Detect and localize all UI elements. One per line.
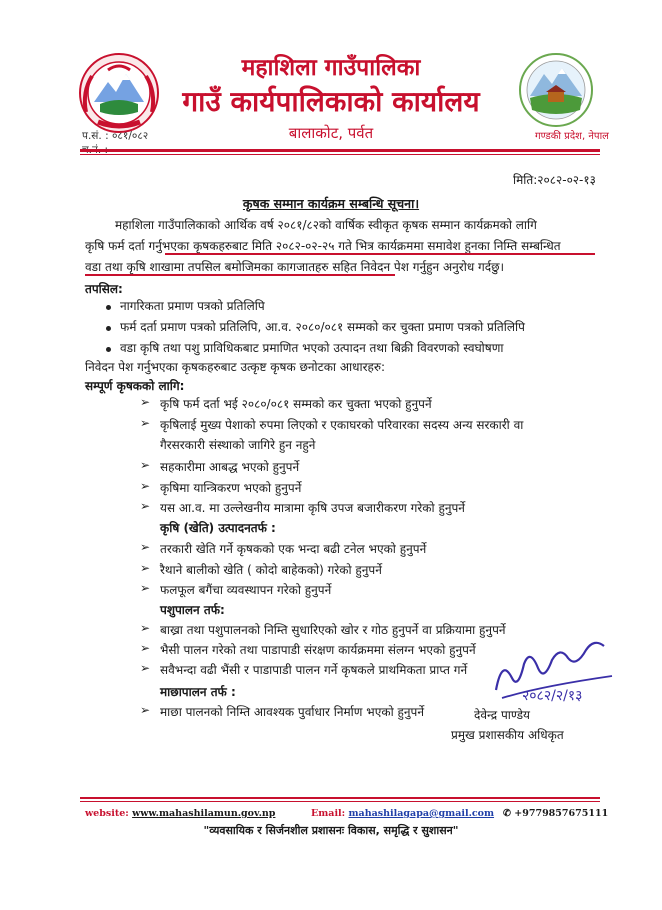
list-item: फर्म दर्ता प्रमाण पत्रको प्रतिलिपि, आ.व. २०८०/०८१ सम्मको कर चुक्ता प्रमाण पत्रको प्रतिलिपि (120, 320, 525, 334)
office-name: गाउँ कार्यपालिकाको कार्यालय (182, 85, 480, 118)
website-link[interactable]: www.mahashilamun.gov.np (132, 808, 276, 819)
municipality-name: महाशिला गाउँपालिका (241, 55, 421, 81)
intro-line-3: वडा तथा कृषि शाखामा तपसिल बमोजिमका कागजातहरु सहित निवेदन पेश गर्नुहुन अनुरोध गर्दछु। (85, 260, 505, 274)
arrow-icon: ➢ (140, 479, 151, 493)
footer-divider-thin (80, 801, 600, 802)
arrow-icon: ➢ (140, 641, 151, 655)
signature-date: २०८२/२/१३ (522, 688, 583, 704)
intro-line-1: महाशिला गाउँपालिकाको आर्थिक वर्ष २०८१/८२को वार्षिक स्वीकृत कृषक सम्मान कार्यक्रमको लागि (115, 218, 537, 232)
phone-field (503, 808, 608, 819)
livestock-heading: पशुपालन तर्फ: (160, 603, 225, 617)
signatory-title: प्रमुख प्रशासकीय अधिकृत (451, 728, 564, 742)
header-divider-thin (80, 154, 600, 155)
list-item: नागरिकता प्रमाण पत्रको प्रतिलिपि (120, 299, 265, 313)
underline-1 (165, 253, 595, 255)
criteria-intro: निवेदन पेश गर्नुभएका कृषकहरुबाट उत्कृष्ट कृषक छनोटका आधारहरु: (85, 360, 386, 374)
office-location: बालाकोट, पर्वत (288, 124, 374, 142)
bullet-icon (106, 347, 111, 352)
intro-line-2: कृषि फर्म दर्ता गर्नुभएका कृषकहरुबाट मिति २०८२-०२-२५ गते भित्र कार्यक्रममा समावेश हुनका निम्ति सम्बन्धित (85, 239, 561, 253)
phone-icon: ✆ (503, 808, 511, 819)
footer-divider (80, 797, 600, 799)
list-item: भैसी पालन गरेको तथा पाडापाडी संरक्षण कार्यक्रममा संलग्न भएको हुनुपर्ने (160, 643, 476, 657)
bullet-icon (106, 326, 111, 331)
list-item: माछा पालनको निम्ति आवश्यक पुर्वाधार निर्माण भएको हुनुपर्ने (160, 705, 425, 719)
list-item: तरकारी खेति गर्ने कृषकको एक भन्दा बढी टनेल भएको हुनुपर्ने (160, 542, 427, 556)
list-item: कृषि फर्म दर्ता भई २०८०/०८१ सम्मको कर चुक्ता भएको हुनुपर्ने (160, 397, 432, 411)
underline-2 (85, 274, 395, 276)
tapasil-heading: तपसिल: (85, 282, 123, 296)
email-label: Email: (311, 808, 346, 819)
bullet-icon (106, 305, 111, 310)
arrow-icon: ➢ (140, 703, 151, 717)
reference-number: प.सं. : ०८१/०८२ (82, 130, 149, 142)
email-field (311, 808, 494, 819)
list-item: कृषिमा यान्त्रिकरण भएको हुनुपर्ने (160, 481, 302, 495)
handwritten-signature (482, 628, 622, 708)
list-item: बाख्रा तथा पशुपालनको निम्ति सुधारिएको खोर र गोठ हुनुपर्ने वा प्रक्रियामा हुनुपर्ने (160, 623, 506, 637)
website-label: website: (85, 808, 129, 819)
arrow-icon: ➢ (140, 661, 151, 675)
list-item: रैथाने बालीको खेति ( कोदो बाहेकको) गरेको हुनुपर्ने (160, 563, 382, 577)
arrow-icon: ➢ (140, 621, 151, 635)
arrow-icon: ➢ (140, 458, 151, 472)
header-divider (80, 149, 600, 152)
arrow-icon: ➢ (140, 395, 151, 409)
list-item: सहकारीमा आबद्ध भएको हुनुपर्ने (160, 460, 300, 474)
arrow-icon: ➢ (140, 499, 151, 513)
list-item: वडा कृषि तथा पशु प्राविधिकबाट प्रमाणित भएको उत्पादन तथा बिक्री विवरणको स्वघोषणा (120, 341, 504, 355)
arrow-icon: ➢ (140, 581, 151, 595)
website-field (85, 808, 275, 819)
fish-heading: माछापालन तर्फ : (160, 685, 236, 699)
list-item: फलफूल बगैंचा व्यवस्थापन गरेको हुनुपर्ने (160, 583, 332, 597)
email-link[interactable]: mahashilagapa@gmail.com (348, 808, 495, 819)
list-item: कृषिलाई मुख्य पेशाको रुपमा लिएको र एकाघरको परिवारका सदस्य अन्य सरकारी वा (160, 418, 524, 432)
general-heading: सम्पूर्ण कृषकको लागि: (85, 379, 185, 393)
arrow-icon: ➢ (140, 561, 151, 575)
province-label: गण्डकी प्रदेश, नेपाल (535, 131, 609, 142)
arrow-icon: ➢ (140, 540, 151, 554)
crop-heading: कृषि (खेति) उत्पादनतर्फ : (160, 521, 276, 535)
list-item: यस आ.व. मा उल्लेखनीय मात्रामा कृषि उपज बजारीकरण गरेको हुनुपर्ने (160, 501, 465, 515)
phone-number: +9779857675111 (514, 808, 609, 819)
signatory-name: देवेन्द्र पाण्डेय (474, 708, 530, 722)
footer-slogan: "व्यवसायिक र सिर्जनशील प्रशासनः विकास, समृद्धि र सुशासन" (203, 824, 459, 837)
arrow-icon: ➢ (140, 416, 151, 430)
notice-subject: कृषक सम्मान कार्यक्रम सम्बन्धि सूचना। (242, 196, 420, 211)
notice-date: मिति:२०८२-०२-१३ (513, 173, 596, 187)
list-item: सवैभन्दा वढी भैंसी र पाडापाडी पालन गर्ने कृषकले प्राथमिकता प्राप्त गर्ने (160, 663, 468, 677)
list-item-continuation: गैरसरकारी संस्थाको जागिरे हुन नहुने (160, 438, 316, 452)
